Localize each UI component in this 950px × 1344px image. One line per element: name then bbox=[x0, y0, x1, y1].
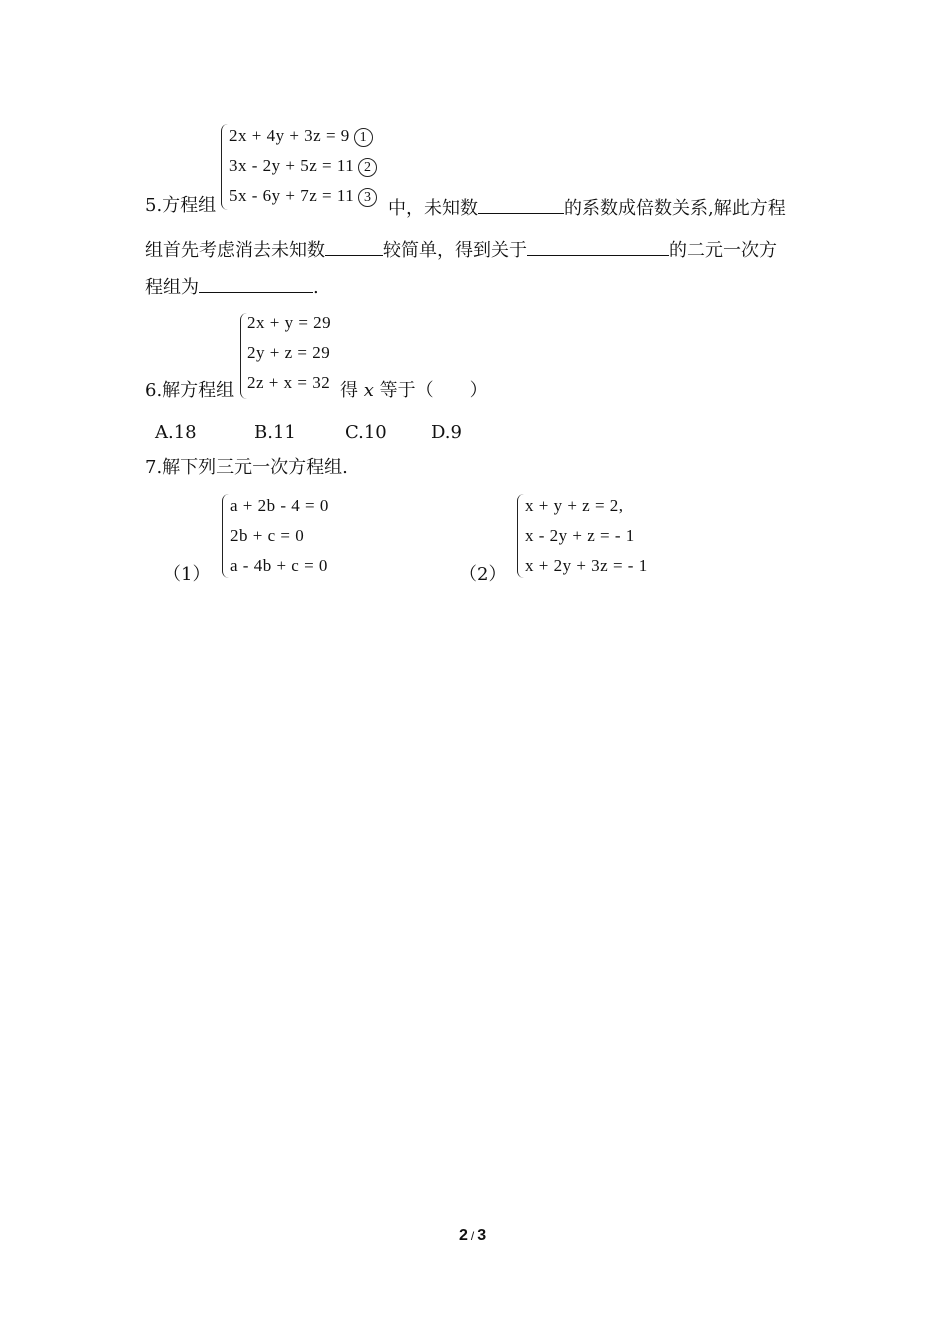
q6-option-c[interactable]: C.10 bbox=[345, 422, 387, 443]
q5-blank-3[interactable] bbox=[527, 237, 669, 256]
q5-equation-system bbox=[229, 121, 377, 211]
q7-title: 7.解下列三元一次方程组. bbox=[145, 457, 348, 478]
q7-part1-label: （1） bbox=[163, 564, 211, 585]
q5-prefix: 5.方程组 bbox=[145, 195, 217, 216]
q7-part1-equations bbox=[230, 491, 329, 581]
page-current: 2 bbox=[459, 1227, 468, 1244]
q7-part1-equation-3: a - 4b + c = 0 bbox=[230, 556, 328, 575]
q7-part2-label: （2） bbox=[459, 564, 507, 585]
q6-prefix: 6.解方程组 bbox=[145, 380, 235, 401]
q6-equation-3: 2z + x = 32 bbox=[247, 373, 331, 392]
q5-blank-4[interactable] bbox=[199, 274, 313, 293]
q5-line-1-cont: 中，未知数 的系数成倍数关系,解此方程 bbox=[388, 195, 786, 220]
q5-marker-3: 3 bbox=[358, 188, 377, 207]
q7-part2-equation-2: x - 2y + z = - 1 bbox=[525, 526, 635, 545]
q5-brace bbox=[221, 124, 228, 210]
q7-part1-brace bbox=[222, 494, 229, 578]
q7-part1-equation-2: 2b + c = 0 bbox=[230, 526, 305, 545]
q6-equation-system bbox=[247, 308, 331, 398]
q5-equation-3: 5x - 6y + 7z = 11 3 bbox=[229, 181, 377, 211]
q5-line-3: 程组为 . bbox=[145, 274, 319, 299]
q6-brace bbox=[240, 313, 247, 399]
page-separator: / bbox=[470, 1229, 475, 1243]
q5-line-2: 组首先考虑消去未知数 较简单，得到关于 的二元一次方 bbox=[145, 237, 777, 262]
q6-option-d[interactable]: D.9 bbox=[431, 422, 462, 443]
q5-line-1 bbox=[145, 195, 216, 217]
q6-option-a[interactable]: A.18 bbox=[155, 422, 197, 443]
q6-option-b[interactable]: B.11 bbox=[254, 422, 296, 443]
q5-equation-1: 2x + 4y + 3z = 9 1 bbox=[229, 121, 377, 151]
page-number bbox=[459, 1227, 486, 1245]
q6-equation-1: 2x + y = 29 bbox=[247, 313, 332, 332]
q7-part2-equations bbox=[525, 491, 648, 581]
q6-equation-2: 2y + z = 29 bbox=[247, 343, 331, 362]
page-total: 3 bbox=[477, 1227, 487, 1244]
q5-marker-2: 2 bbox=[358, 158, 377, 177]
q7-part2-equation-3: x + 2y + 3z = - 1 bbox=[525, 556, 648, 575]
q5-blank-1[interactable] bbox=[478, 195, 564, 214]
q6-tail: 得 x 等于（ ） bbox=[340, 380, 488, 401]
q7-part1-equation-1: a + 2b - 4 = 0 bbox=[230, 496, 329, 515]
q5-blank-2[interactable] bbox=[325, 237, 383, 256]
q7-part2-equation-1: x + y + z = 2, bbox=[525, 496, 624, 515]
q7-part2-brace bbox=[517, 494, 524, 578]
q5-marker-1: 1 bbox=[354, 128, 373, 147]
q5-equation-2: 3x - 2y + 5z = 11 2 bbox=[229, 151, 377, 181]
